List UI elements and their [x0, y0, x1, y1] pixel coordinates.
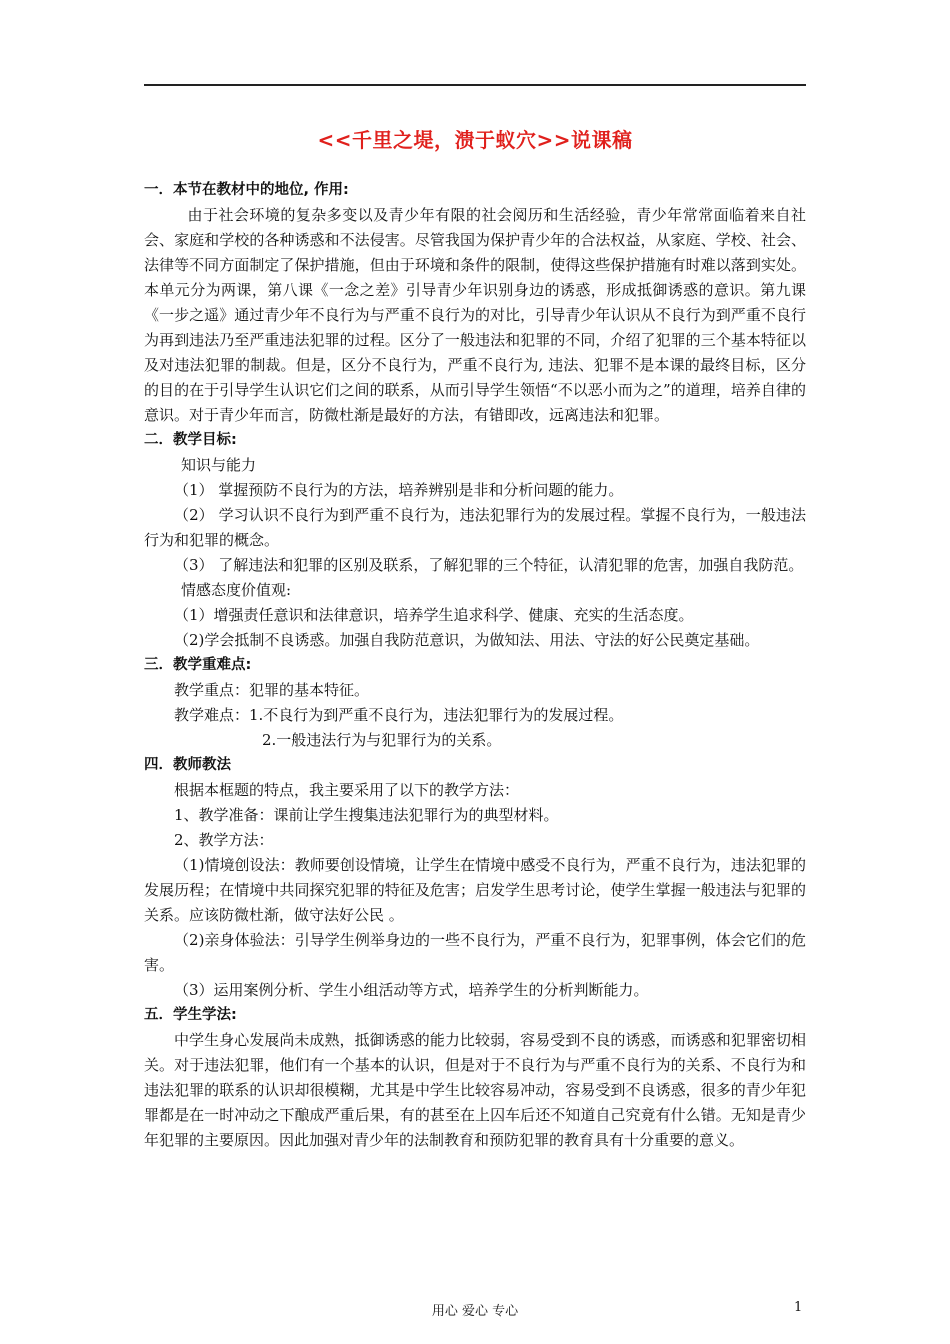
footer-motto: 用心 爱心 专心 — [431, 1304, 519, 1319]
method-item: （3）运用案例分析、学生小组活动等方式，培养学生的分析判断能力。 — [174, 981, 649, 999]
goal-item: （3） 了解违法和犯罪的区别及联系，了解犯罪的三个特征，认清犯罪的危害，加强自我防范。 — [174, 556, 804, 574]
difficulty-line: 教学难点：1.不良行为到严重不良行为，违法犯罪行为的发展过程。 — [174, 706, 624, 724]
section-heading-1: 一．本节在教材中的地位, 作用: — [144, 182, 349, 198]
goal-item: （2)学会抵制不良诱惑。加强自我防范意识，为做知法、用法、守法的好公民奠定基础。 — [174, 631, 760, 649]
section-paragraph-5: 中学生身心发展尚未成熟，抵御诱惑的能力比较弱，容易受到不良的诱惑，而诱惑和犯罪密切相关。对于违法犯罪，他们有一个基本的认识，但是对于不良行为与严重不良行为的关系、不良行为和违法犯罪的联系的认识却很模糊，尤其是中学生比较容易冲动，容易受到不良诱惑，很多的青少年犯罪都是在一时冲动之下酿成严重后果，有的甚至在上囚车后还不知道自己究竟有什么错。无知是青少年犯罪的主要原因。因此加强对青少年的法制教育和预防犯罪的教育具有十分重要的意义。 — [144, 1031, 806, 1149]
subheading-knowledge: 知识与能力 — [181, 456, 257, 474]
section-heading-3: 三．教学重难点: — [144, 657, 252, 673]
goal-item: （1） 掌握预防不良行为的方法，培养辨别是非和分析问题的能力。 — [174, 481, 624, 499]
goal-item: （1）增强责任意识和法律意识，培养学生追求科学、健康、充实的生活态度。 — [174, 606, 694, 624]
page-number: 1 — [794, 1300, 803, 1315]
method-line: 2、教学方法： — [174, 831, 274, 849]
section-heading-4: 四．教师教法 — [144, 757, 231, 773]
section-heading-2: 二．教学目标: — [144, 432, 237, 448]
subheading-attitude: 情感态度价值观: — [181, 581, 292, 599]
key-point-line: 教学重点：犯罪的基本特征。 — [174, 681, 370, 699]
method-item: （1)情境创设法：教师要创设情境，让学生在情境中感受不良行为，严重不良行为，违法犯罪的发展历程；在情境中共同探究犯罪的特征及危害；启发学生思考讨论，使学生掌握一般违法与犯罪的关系。应该防微杜渐，做守法好公民 。 — [144, 856, 806, 924]
method-item: （2)亲身体验法：引导学生例举身边的一些不良行为，严重不良行为，犯罪事例，体会它们的危害。 — [144, 931, 806, 974]
method-line: 1、教学准备：课前让学生搜集违法犯罪行为的典型材料。 — [174, 806, 559, 824]
difficulty-line: 2.一般违法行为与犯罪行为的关系。 — [262, 731, 502, 749]
header-rule — [144, 84, 806, 86]
document-title: <<千里之堤，溃于蚁穴>>说课稿 — [317, 128, 633, 152]
goal-item: （2） 学习认识不良行为到严重不良行为，违法犯罪行为的发展过程。掌握不良行为，一般违法行为和犯罪的概念。 — [144, 506, 806, 549]
section-heading-5: 五．学生学法: — [144, 1007, 237, 1023]
document-body — [144, 178, 806, 1153]
section-paragraph-1: 由于社会环境的复杂多变以及青少年有限的社会阅历和生活经验，青少年常常面临着来自社会、家庭和学校的各种诱惑和不法侵害。尽管我国为保护青少年的合法权益，从家庭、学校、社会、法律等不同方面制定了保护措施，但由于环境和条件的限制，使得这些保护措施有时难以落到实处。本单元分为两课，第八课《一念之差》引导青少年识别身边的诱惑，形成抵御诱惑的意识。第九课《一步之遥》通过青少年不良行为与严重不良行为的对比，引导青少年认识从不良行为到严重不良行为再到违法乃至严重违法犯罪的过程。区分了一般违法和犯罪的不同，介绍了犯罪的三个基本特征以及对违法犯罪的制裁。但是，区分不良行为，严重不良行为, 违法、犯罪不是本课的最终目标，区分的目的在于引导学生认识它们之间的联系，从而引导学生领悟“不以恶小而为之”的道理，培养自律的意识。对于青少年而言，防微杜渐是最好的方法，有错即改，远离违法和犯罪。 — [144, 206, 806, 424]
method-line: 根据本框题的特点，我主要采用了以下的教学方法： — [174, 781, 520, 799]
